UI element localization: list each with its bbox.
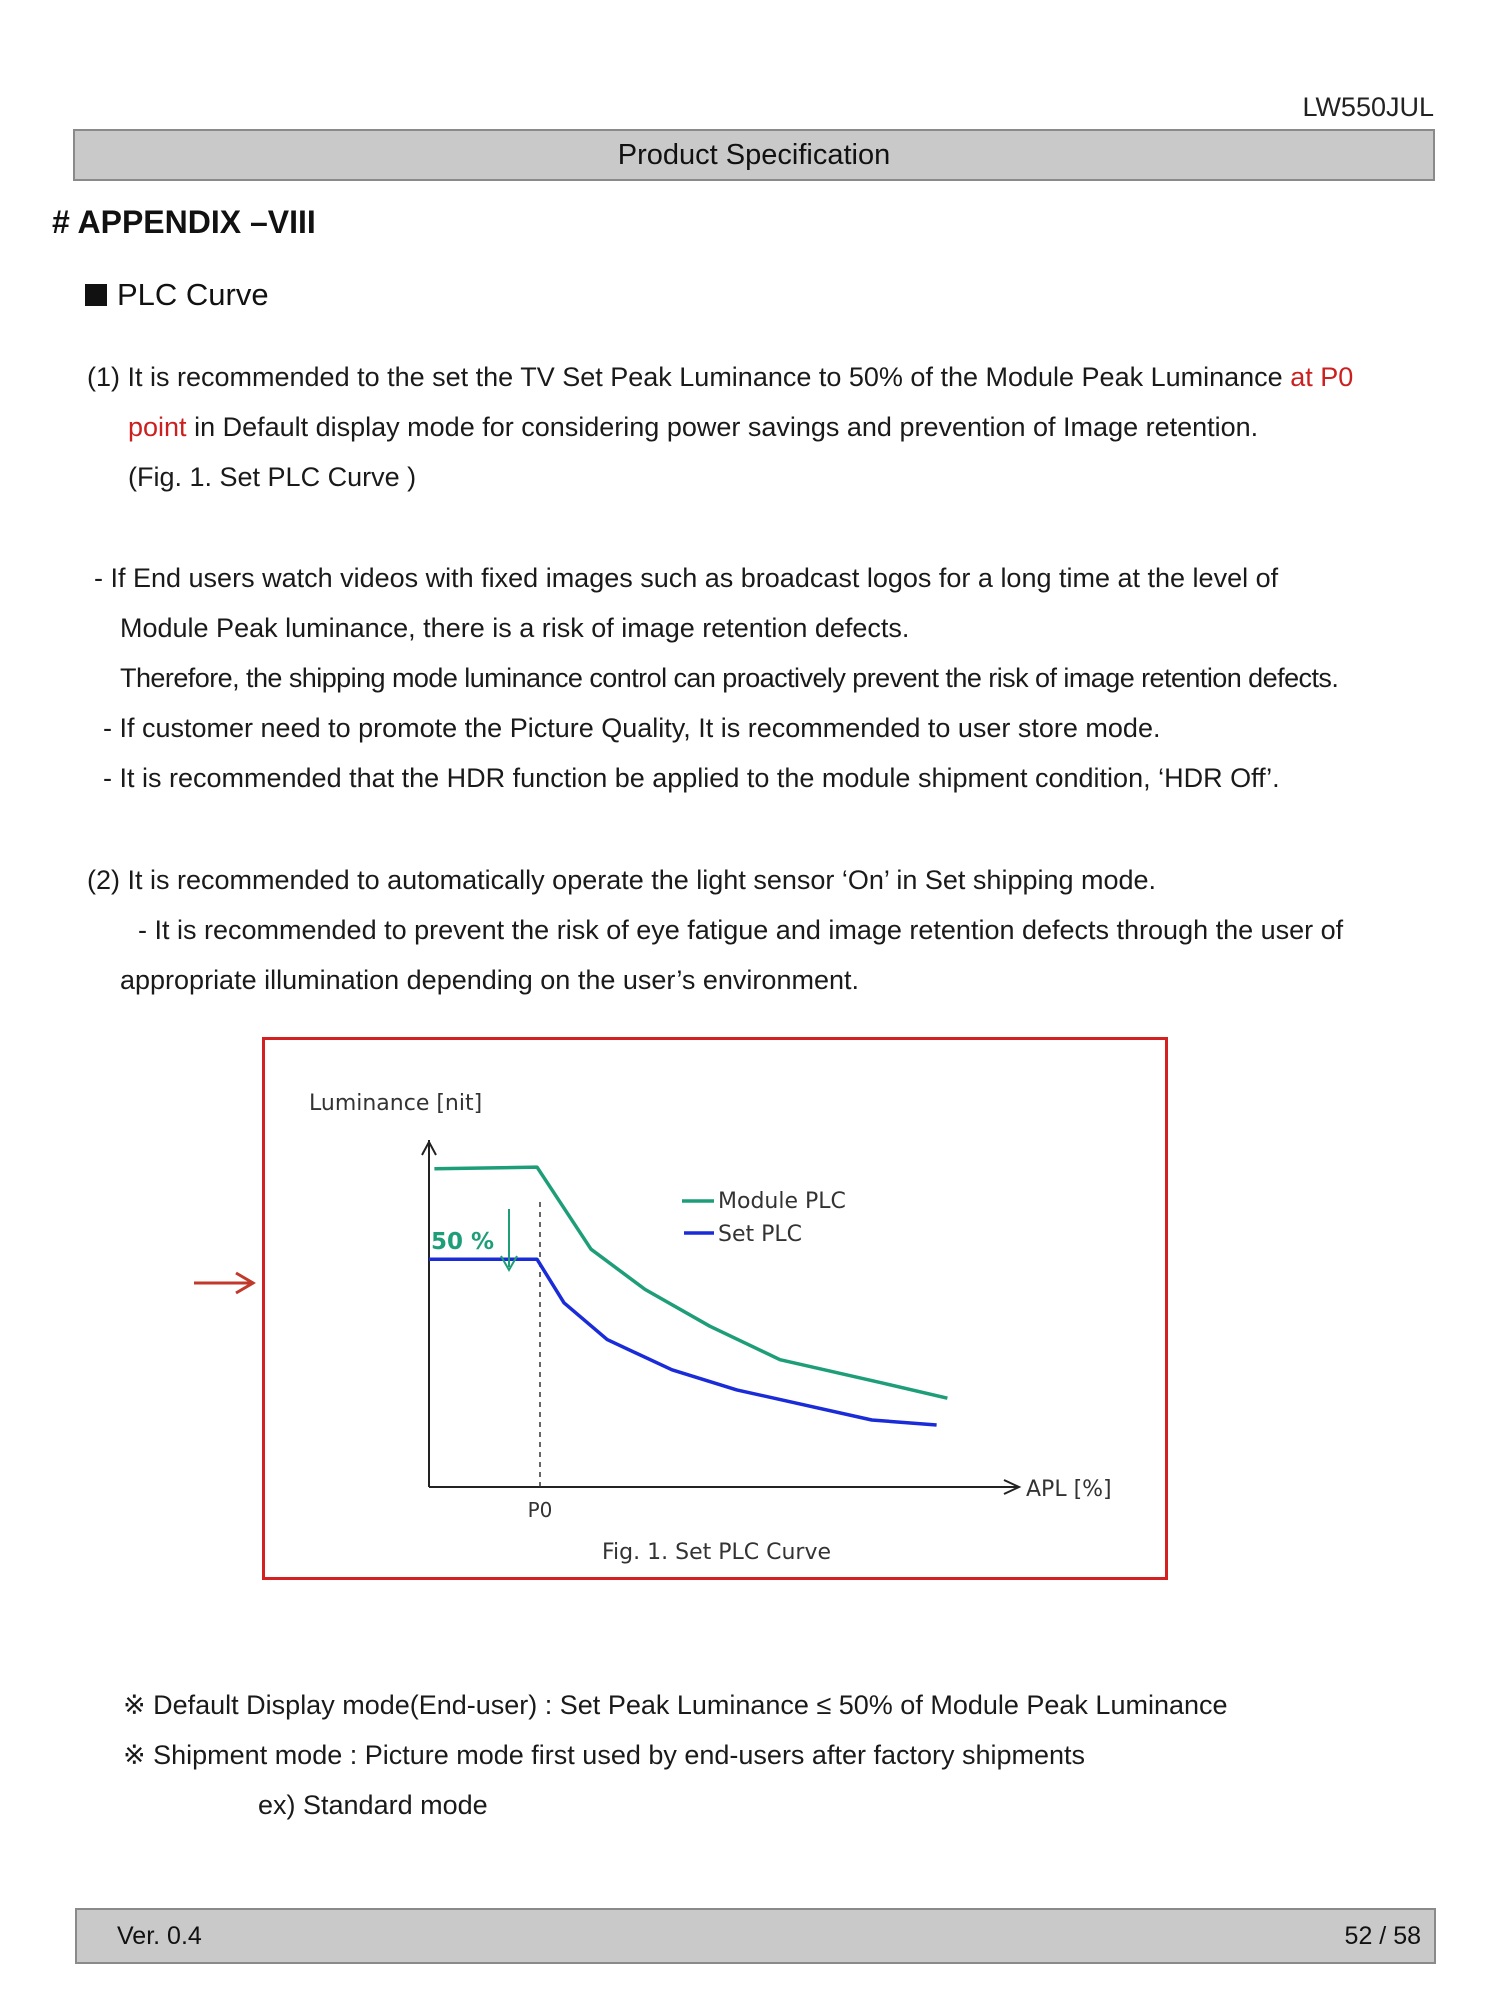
model-number: LW550JUL — [1302, 92, 1434, 122]
version-label: Ver. 0.4 — [117, 1921, 202, 1950]
para1-text-2: in Default display mode for considering power savings and prevention of Image retention. — [186, 412, 1259, 442]
bullet2: - If customer need to promote the Picture Quality, It is recommended to user store mode. — [103, 713, 1161, 743]
x-axis-label: APL [%] — [1026, 1477, 1112, 1502]
section-heading — [85, 277, 269, 313]
figure-caption: Fig. 1. Set PLC Curve — [602, 1540, 832, 1565]
bullet1-line3: Therefore, the shipping mode luminance control can proactively prevent the risk of image retention defects. — [120, 663, 1339, 693]
para1-text: (1) It is recommended to the set the TV Set Peak Luminance to 50% of the Module Peak Luminance — [87, 362, 1291, 392]
page-number: 52 / 58 — [1344, 1921, 1421, 1950]
note-shipment-mode: ※ Shipment mode : Picture mode first used by end-users after factory shipments — [123, 1740, 1086, 1770]
para1-line3: (Fig. 1. Set PLC Curve ) — [128, 462, 417, 492]
bullet3: - It is recommended that the HDR function be applied to the module shipment condition, ‘HDR Off’. — [103, 763, 1280, 793]
p0-tick-label: P0 — [527, 1498, 553, 1522]
legend-set-label: Set PLC — [718, 1222, 803, 1247]
note-example: ex) Standard mode — [258, 1790, 488, 1820]
bullet1-line1: - If End users watch videos with fixed images such as broadcast logos for a long time at the level of — [94, 563, 1279, 593]
header-bar — [73, 129, 1435, 181]
para2-line3: appropriate illumination depending on the user’s environment. — [120, 965, 859, 995]
legend-module-label: Module PLC — [718, 1189, 846, 1214]
para2-line2: - It is recommended to prevent the risk of eye fatigue and image retention defects through the user of — [138, 915, 1344, 945]
para1-line2 — [128, 412, 1258, 443]
pointer-arrow-icon — [190, 1268, 260, 1298]
square-bullet-icon — [85, 284, 107, 306]
para2-line1: (2) It is recommended to automatically operate the light sensor ‘On’ in Set shipping mode. — [87, 865, 1157, 895]
appendix-title: # APPENDIX –VIII — [52, 204, 316, 240]
page-title: Product Specification — [617, 138, 891, 171]
set-plc-line — [429, 1259, 937, 1425]
annotation-50-percent: 50 % — [431, 1229, 495, 1255]
note-default-display: ※ Default Display mode(End-user) : Set Peak Luminance ≤ 50% of Module Peak Luminance — [123, 1690, 1228, 1720]
bullet1-line2: Module Peak luminance, there is a risk of image retention defects. — [120, 613, 910, 643]
para1-highlight: at P0 — [1290, 362, 1354, 392]
y-axis-label: Luminance [nit] — [309, 1091, 483, 1116]
para1-highlight-2: point — [128, 412, 187, 442]
plc-chart — [262, 1037, 1168, 1580]
footer-bar — [75, 1908, 1436, 1964]
para1-line1 — [87, 362, 1353, 393]
section-title: PLC Curve — [117, 277, 269, 312]
